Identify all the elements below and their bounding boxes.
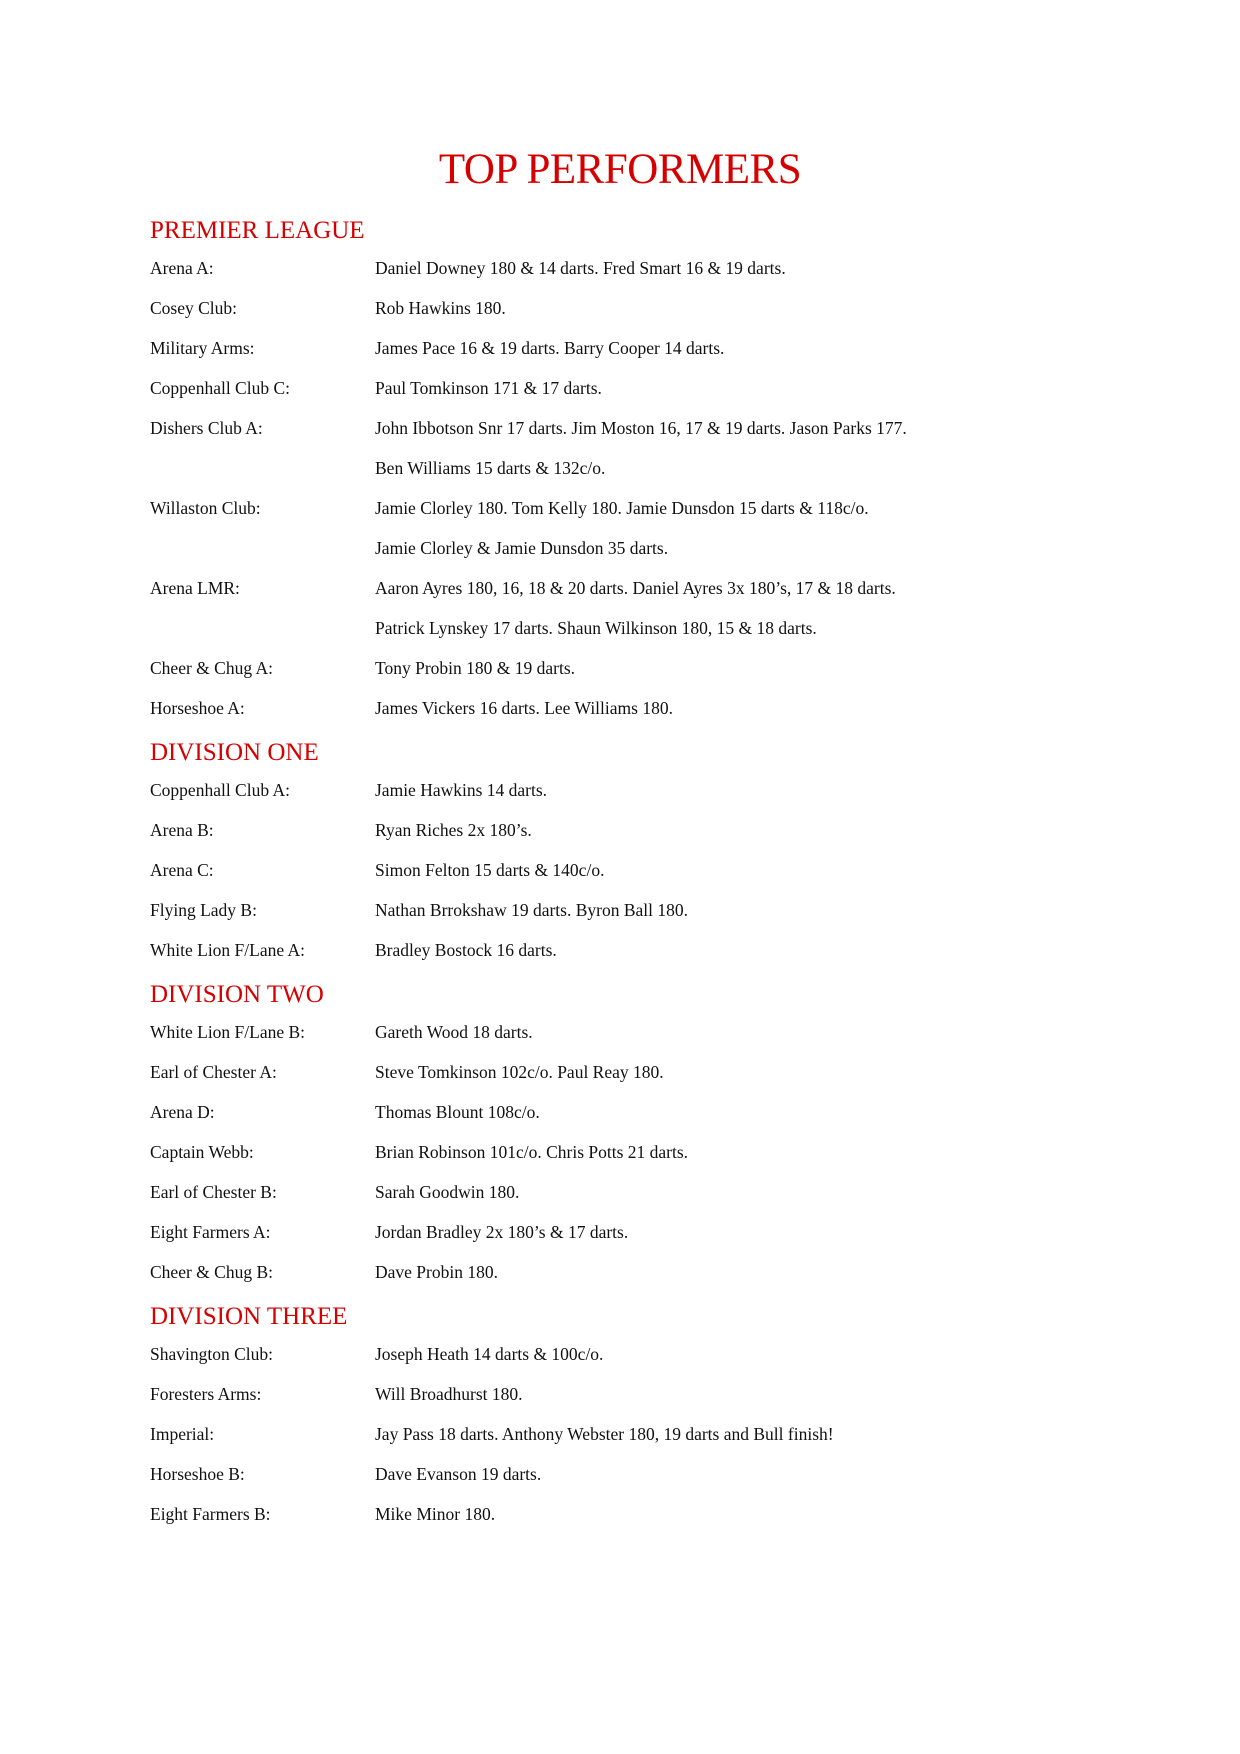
performer-row — [150, 1506, 1110, 1546]
team-name: White Lion F/Lane B: — [150, 1022, 306, 1042]
performer-row — [150, 1264, 1110, 1304]
performance-text: Mike Minor 180. — [375, 1504, 496, 1524]
performance-text: James Pace 16 & 19 darts. Barry Cooper 14 darts. — [375, 338, 725, 358]
performance-text: Jamie Clorley 180. Tom Kelly 180. Jamie Dunsdon 15 darts & 118c/o. — [375, 498, 869, 518]
performer-row — [150, 260, 1110, 300]
section-heading: PREMIER LEAGUE — [150, 217, 365, 244]
team-name: Shavington Club: — [150, 1344, 273, 1364]
team-name: Flying Lady B: — [150, 900, 257, 920]
team-name: Arena A: — [150, 258, 214, 278]
page-title: TOP PERFORMERS — [438, 146, 802, 193]
performance-text: Jay Pass 18 darts. Anthony Webster 180, 19 darts and Bull finish! — [375, 1424, 834, 1444]
performance-text: Brian Robinson 101c/o. Chris Potts 21 darts. — [375, 1142, 689, 1162]
section-division-one — [150, 740, 1110, 982]
team-name: Arena D: — [150, 1102, 215, 1122]
performance-text: Bradley Bostock 16 darts. — [375, 940, 557, 960]
team-name: Eight Farmers B: — [150, 1504, 271, 1524]
team-name: Arena LMR: — [150, 578, 240, 598]
performer-row — [150, 902, 1110, 942]
section-division-two — [150, 982, 1110, 1304]
performer-row — [150, 540, 1110, 580]
performer-row — [150, 1224, 1110, 1264]
team-name: Eight Farmers A: — [150, 1222, 271, 1242]
performer-row — [150, 1466, 1110, 1506]
performance-text: Gareth Wood 18 darts. — [375, 1022, 533, 1042]
performance-text: Jamie Clorley & Jamie Dunsdon 35 darts. — [375, 538, 669, 558]
performer-row — [150, 700, 1110, 740]
section-premier-league — [150, 218, 1110, 740]
performance-text: Patrick Lynskey 17 darts. Shaun Wilkinson 180, 15 & 18 darts. — [375, 618, 817, 638]
team-name: Earl of Chester B: — [150, 1182, 277, 1202]
performer-row — [150, 420, 1110, 460]
performance-text: James Vickers 16 darts. Lee Williams 180. — [375, 698, 673, 718]
section-heading: DIVISION TWO — [150, 981, 324, 1008]
team-name: Earl of Chester A: — [150, 1062, 277, 1082]
performance-text: John Ibbotson Snr 17 darts. Jim Moston 16, 17 & 19 darts. Jason Parks 177. — [375, 418, 907, 438]
performer-row — [150, 1104, 1110, 1144]
performance-text: Rob Hawkins 180. — [375, 298, 506, 318]
performer-row — [150, 380, 1110, 420]
performer-row — [150, 340, 1110, 380]
performance-text: Jamie Hawkins 14 darts. — [375, 780, 548, 800]
performer-row — [150, 660, 1110, 700]
performance-text: Tony Probin 180 & 19 darts. — [375, 658, 576, 678]
performer-row — [150, 580, 1110, 620]
performer-row — [150, 822, 1110, 862]
performer-row — [150, 1144, 1110, 1184]
team-name: Arena C: — [150, 860, 214, 880]
performer-row — [150, 500, 1110, 540]
performance-text: Ryan Riches 2x 180’s. — [375, 820, 532, 840]
performance-text: Aaron Ayres 180, 16, 18 & 20 darts. Daniel Ayres 3x 180’s, 17 & 18 darts. — [375, 578, 896, 598]
performance-text: Simon Felton 15 darts & 140c/o. — [375, 860, 605, 880]
performer-row — [150, 1024, 1110, 1064]
section-heading: DIVISION ONE — [150, 739, 319, 766]
team-name: Military Arms: — [150, 338, 255, 358]
performer-row — [150, 460, 1110, 500]
performer-row — [150, 1064, 1110, 1104]
performer-row — [150, 942, 1110, 982]
team-name: Cheer & Chug B: — [150, 1262, 273, 1282]
performer-row — [150, 1426, 1110, 1466]
performers-content — [150, 218, 1110, 1546]
team-name: Imperial: — [150, 1424, 215, 1444]
performer-row — [150, 782, 1110, 822]
performer-row — [150, 1184, 1110, 1224]
performance-text: Steve Tomkinson 102c/o. Paul Reay 180. — [375, 1062, 664, 1082]
performer-row — [150, 300, 1110, 340]
team-name: Captain Webb: — [150, 1142, 254, 1162]
performance-text: Dave Probin 180. — [375, 1262, 498, 1282]
performer-row — [150, 1346, 1110, 1386]
team-name: White Lion F/Lane A: — [150, 940, 306, 960]
performance-text: Joseph Heath 14 darts & 100c/o. — [375, 1344, 604, 1364]
performance-text: Ben Williams 15 darts & 132c/o. — [375, 458, 606, 478]
performance-text: Nathan Brrokshaw 19 darts. Byron Ball 180. — [375, 900, 689, 920]
performance-text: Jordan Bradley 2x 180’s & 17 darts. — [375, 1222, 629, 1242]
team-name: Horseshoe B: — [150, 1464, 245, 1484]
section-heading: DIVISION THREE — [150, 1303, 348, 1330]
performance-text: Sarah Goodwin 180. — [375, 1182, 520, 1202]
team-name: Coppenhall Club C: — [150, 378, 290, 398]
performer-row — [150, 1386, 1110, 1426]
team-name: Cheer & Chug A: — [150, 658, 273, 678]
performance-text: Daniel Downey 180 & 14 darts. Fred Smart 16 & 19 darts. — [375, 258, 786, 278]
team-name: Cosey Club: — [150, 298, 238, 318]
section-division-three — [150, 1304, 1110, 1546]
performance-text: Dave Evanson 19 darts. — [375, 1464, 542, 1484]
team-name: Arena B: — [150, 820, 214, 840]
performance-text: Paul Tomkinson 171 & 17 darts. — [375, 378, 602, 398]
team-name: Foresters Arms: — [150, 1384, 262, 1404]
performer-row — [150, 620, 1110, 660]
team-name: Horseshoe A: — [150, 698, 245, 718]
performer-row — [150, 862, 1110, 902]
performance-text: Will Broadhurst 180. — [375, 1384, 523, 1404]
team-name: Dishers Club A: — [150, 418, 263, 438]
performance-text: Thomas Blount 108c/o. — [375, 1102, 540, 1122]
team-name: Coppenhall Club A: — [150, 780, 290, 800]
team-name: Willaston Club: — [150, 498, 261, 518]
